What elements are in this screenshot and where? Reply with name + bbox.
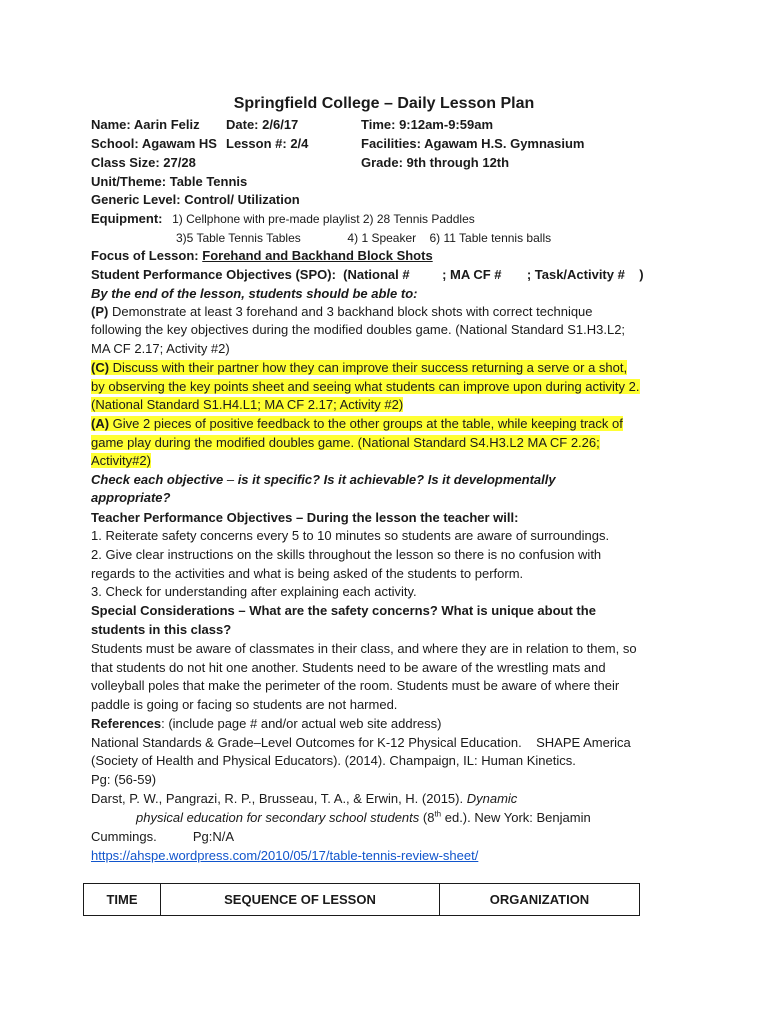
reference-2-line-2: [136, 809, 591, 827]
grade-field: [361, 154, 509, 172]
objective-c-line-2: [91, 378, 640, 396]
reference-1-line-1: National Standards & Grade–Level Outcomes for K-12 Physical Education. SHAPE America: [91, 735, 631, 750]
facilities-field: [361, 135, 585, 153]
objective-a-text-3: Activity#2): [91, 453, 151, 468]
teacher-objective-line-4: 3. Check for understanding after explaining each activity.: [91, 584, 417, 599]
spo-heading: Student Performance Objectives (SPO): (National # ; MA CF # ; Task/Activity # ): [91, 267, 644, 282]
objective-c-text-3: (National Standard S1.H4.L1; MA CF 2.17; Activity #2): [91, 397, 404, 412]
reference-2-edition-sup: th: [434, 809, 442, 819]
objective-a-line-1: [91, 415, 623, 433]
reference-2-edition: (8: [419, 810, 435, 825]
reference-2-authors: Darst, P. W., Pangrazi, R. P., Brusseau, T. A., & Erwin, H. (2015).: [91, 791, 467, 806]
objective-c-line-3: [91, 396, 403, 414]
objectives-intro: By the end of the lesson, students should be able to:: [91, 286, 418, 301]
reference-link[interactable]: https://ahspe.wordpress.com/2010/05/17/table-tennis-review-sheet/: [91, 848, 479, 863]
teacher-objective-line-1: 1. Reiterate safety concerns every 5 to 10 minutes so students are aware of surroundings.: [91, 528, 610, 543]
objective-a-line-2: [91, 434, 600, 452]
class-size-field: [91, 154, 196, 172]
class-size-label: Class Size:: [91, 155, 160, 170]
date-value: 2/6/17: [262, 117, 299, 132]
objective-c-text-2: by observing the key points sheet and seeing what students can improve upon during activity 2.: [91, 379, 640, 394]
special-considerations-heading-2: students in this class?: [91, 622, 232, 637]
name-label: Name:: [91, 117, 131, 132]
references-note: : (include page # and/or actual web site address): [161, 716, 442, 731]
equipment-line-2: 3)5 Table Tennis Tables 4) 1 Speaker 6) 11 Table tennis balls: [176, 231, 552, 245]
focus-of-lesson: [91, 247, 433, 265]
class-size-value: 27/28: [163, 155, 196, 170]
date-field: [226, 116, 298, 134]
equipment-items-1: 1) Cellphone with pre-made playlist 2) 28 Tennis Paddles: [172, 212, 475, 226]
objective-a-text-2: game play during the modified doubles game. (National Standard S4.H3.L2 MA CF 2.26;: [91, 435, 600, 450]
unit-theme: Unit/Theme: Table Tennis: [91, 174, 248, 189]
school-field: [91, 135, 217, 153]
equipment-label: Equipment:: [91, 211, 163, 226]
name-field: [91, 116, 200, 134]
generic-level: Generic Level: Control/ Utilization: [91, 192, 300, 207]
time-value: 9:12am-9:59am: [399, 117, 494, 132]
reference-1-line-3: Pg: (56-59): [91, 772, 157, 787]
references-label: References: [91, 716, 162, 731]
school-value: Agawam HS: [141, 136, 217, 151]
facilities-value: Agawam H.S. Gymnasium: [424, 136, 585, 151]
teacher-objective-line-2: 2. Give clear instructions on the skills throughout the lesson so there is no confusion with: [91, 547, 602, 562]
table-header-row: [84, 884, 640, 916]
school-label: School:: [91, 136, 139, 151]
objective-p-line-2: following the key objectives during the modified doubles game. (National Standard S1.H3.L2;: [91, 322, 626, 337]
facilities-label: Facilities:: [361, 136, 421, 151]
objective-a-text: Give 2 pieces of positive feedback to the other groups at the table, while keeping track of: [109, 416, 623, 431]
equipment-line-1: [91, 210, 475, 228]
objective-check-line-2: appropriate?: [91, 490, 171, 505]
objective-c-text: Discuss with their partner how they can improve their success returning a serve or a shot,: [109, 360, 628, 375]
focus-value: Forehand and Backhand Block Shots: [202, 248, 433, 263]
reference-1-line-2: (Society of Health and Physical Educators). (2014). Champaign, IL: Human Kinetics.: [91, 753, 576, 768]
reference-2-title-b: physical education for secondary school students: [136, 810, 420, 825]
objective-a-tag: (A): [91, 416, 110, 431]
lesson-sequence-table: [83, 883, 640, 916]
check-dash: –: [226, 472, 235, 487]
lesson-field: [226, 135, 308, 153]
reference-2-line-1: [91, 790, 517, 808]
objective-c-tag: (C): [91, 360, 110, 375]
date-label: Date:: [226, 117, 259, 132]
table-header-sequence: SEQUENCE OF LESSON: [161, 884, 440, 916]
lesson-label: Lesson #:: [226, 136, 287, 151]
special-considerations-heading-1: Special Considerations – What are the safety concerns? What is unique about the: [91, 603, 596, 618]
special-line-3: volleyball poles that make the perimeter of the room. Students must be aware of where their: [91, 678, 620, 693]
objective-p-tag: (P): [91, 304, 109, 319]
objective-p-line-1: [91, 303, 593, 321]
name-value: Aarin Feliz: [133, 117, 200, 132]
lesson-value: 2/4: [290, 136, 309, 151]
special-line-2: that students do not hit one another. Students need to be aware of the wrestling mats and: [91, 660, 606, 675]
focus-label: Focus of Lesson:: [91, 248, 199, 263]
reference-2-publisher: ed.). New York: Benjamin: [441, 810, 591, 825]
teacher-objective-line-3: regards to the activities and what is being asked of the students to perform.: [91, 566, 524, 581]
reference-2-line-3: Cummings. Pg:N/A: [91, 829, 235, 844]
table-header-organization: ORGANIZATION: [440, 884, 640, 916]
special-line-4: paddle is going or facing so students are not harmed.: [91, 697, 398, 712]
grade-label: Grade:: [361, 155, 403, 170]
grade-value: 9th through 12th: [406, 155, 510, 170]
special-line-1: Students must be aware of classmates in their class, and where they are in relation to them, so: [91, 641, 637, 656]
reference-2-title-a: Dynamic: [466, 791, 518, 806]
objective-check-line-1: [91, 471, 556, 489]
time-field: [361, 116, 493, 134]
page-title: Springfield College – Daily Lesson Plan: [233, 95, 535, 112]
objective-p-text: Demonstrate at least 3 forehand and 3 backhand block shots with correct technique: [108, 304, 593, 319]
time-label: Time:: [361, 117, 396, 132]
objective-p-line-3: MA CF 2.17; Activity #2): [91, 341, 230, 356]
check-text-b: is it specific? Is it achievable? Is it developmentally: [234, 472, 556, 487]
objective-c-line-1: [91, 359, 627, 377]
objective-a-line-3: [91, 452, 151, 470]
table-header-time: TIME: [84, 884, 161, 916]
check-text-a: Check each objective: [91, 472, 227, 487]
teacher-objectives-heading: Teacher Performance Objectives – During the lesson the teacher will:: [91, 510, 519, 525]
references-heading: [91, 715, 442, 733]
